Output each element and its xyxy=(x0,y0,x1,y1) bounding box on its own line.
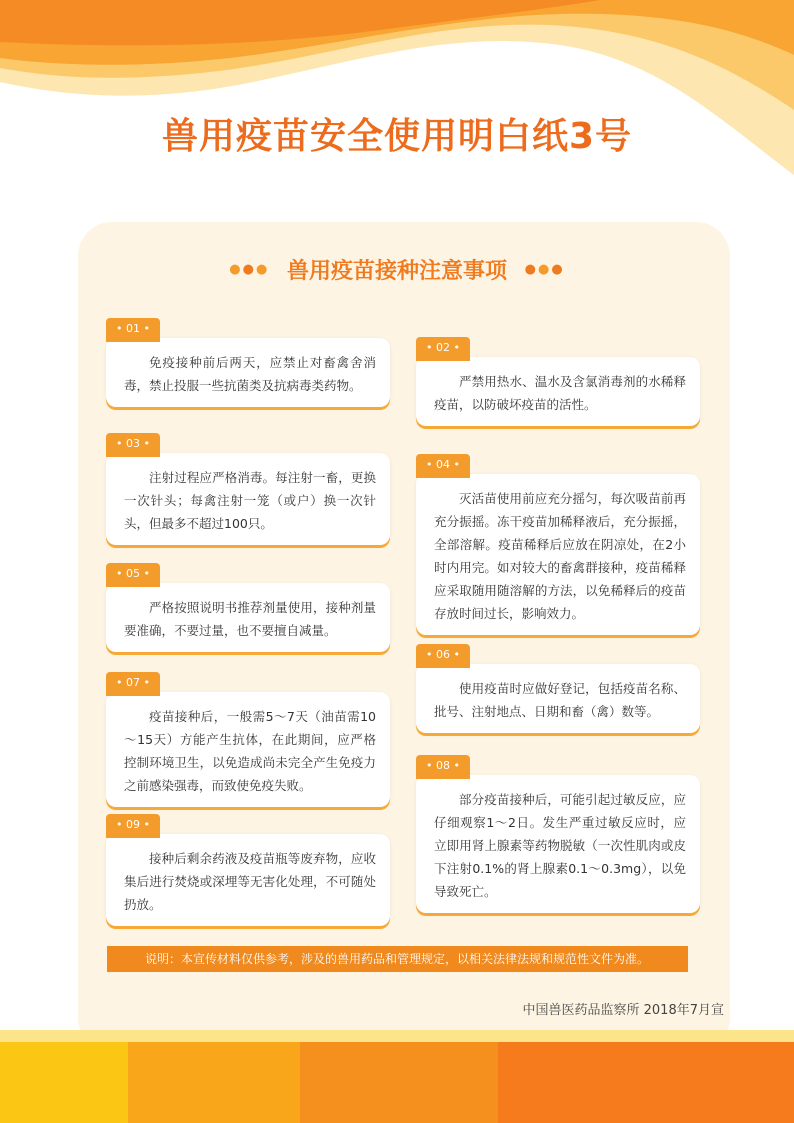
tip-text: 严格按照说明书推荐剂量使用，接种剂量要准确，不要过量，也不要擅自减量。 xyxy=(124,600,376,638)
section-title xyxy=(0,254,794,285)
tip-card-09 xyxy=(106,818,390,926)
tip-card-01 xyxy=(106,322,390,407)
tip-text: 疫苗接种后，一般需5～7天（油苗需10～15天）方能产生抗体，在此期间，应严格控制环境卫生，以免造成尚未完全产生免疫力之前感染强毒，而致使免疫失败。 xyxy=(124,709,376,793)
tip-text: 接种后剩余药液及疫苗瓶等废弃物，应收集后进行焚烧或深埋等无害化处理，不可随处扔放。 xyxy=(124,851,376,912)
section-title-label: 兽用疫苗接种注意事项 xyxy=(286,259,507,284)
tip-card-08 xyxy=(416,759,700,913)
tip-card-04 xyxy=(416,458,700,635)
tip-number-badge: • 04 • xyxy=(416,454,470,478)
title-dots-left-icon: ●●● xyxy=(229,261,270,277)
tip-text: 部分疫苗接种后，可能引起过敏反应，应仔细观察1～2日。发生严重过敏反应时，应立即用肾上腺素等药物脱敏（一次性肌肉或皮下注射0.1%的肾上腺素0.1～0.3mg），以免导致死亡。 xyxy=(434,792,686,899)
footer-block xyxy=(0,1042,128,1123)
tip-text: 灭活苗使用前应充分摇匀，每次吸苗前再充分振摇。冻干疫苗加稀释液后，充分振摇，全部溶解。疫苗稀释后应放在阴凉处，在2小时内用完。如对较大的畜禽群接种，疫苗稀释应采取随用随溶解的方法，以免稀释后的疫苗存放时间过长，影响效力。 xyxy=(434,491,686,621)
publisher-signature: 中国兽医药品监察所 2018年7月宣 xyxy=(522,1003,724,1018)
tip-number-badge: • 09 • xyxy=(106,814,160,838)
tip-card-05 xyxy=(106,567,390,652)
title-dots-right-icon: ●●● xyxy=(524,261,565,277)
disclaimer-note: 说明：本宣传材料仅供参考，涉及的兽用药品和管理规定，以相关法律法规和规范性文件为准。 xyxy=(107,946,688,972)
tip-card-06 xyxy=(416,648,700,733)
tip-number-badge: • 07 • xyxy=(106,672,160,696)
tip-text: 使用疫苗时应做好登记，包括疫苗名称、批号、注射地点、日期和畜（禽）数等。 xyxy=(434,681,686,719)
tip-number-badge: • 06 • xyxy=(416,644,470,668)
tip-number-badge: • 02 • xyxy=(416,337,470,361)
tip-text: 免疫接种前后两天，应禁止对畜禽舍消毒，禁止投服一些抗菌类及抗病毒类药物。 xyxy=(124,355,376,393)
tip-number-badge: • 01 • xyxy=(106,318,160,342)
page-title: 兽用疫苗安全使用明白纸3号 xyxy=(161,116,633,157)
tip-text: 严禁用热水、温水及含氯消毒剂的水稀释疫苗，以防破坏疫苗的活性。 xyxy=(434,374,686,412)
footer-color-blocks xyxy=(0,1042,794,1123)
tip-card-02 xyxy=(416,341,700,426)
tip-card-07 xyxy=(106,676,390,807)
footer-block xyxy=(300,1042,498,1123)
tip-text: 注射过程应严格消毒。每注射一畜，更换一次针头；每禽注射一笼（或户）换一次针头，但最多不超过100只。 xyxy=(124,470,376,531)
footer-stripe xyxy=(0,1030,794,1042)
tip-number-badge: • 05 • xyxy=(106,563,160,587)
tip-number-badge: • 03 • xyxy=(106,433,160,457)
tip-number-badge: • 08 • xyxy=(416,755,470,779)
footer-block xyxy=(128,1042,300,1123)
tip-card-03 xyxy=(106,437,390,545)
footer-block xyxy=(498,1042,794,1123)
